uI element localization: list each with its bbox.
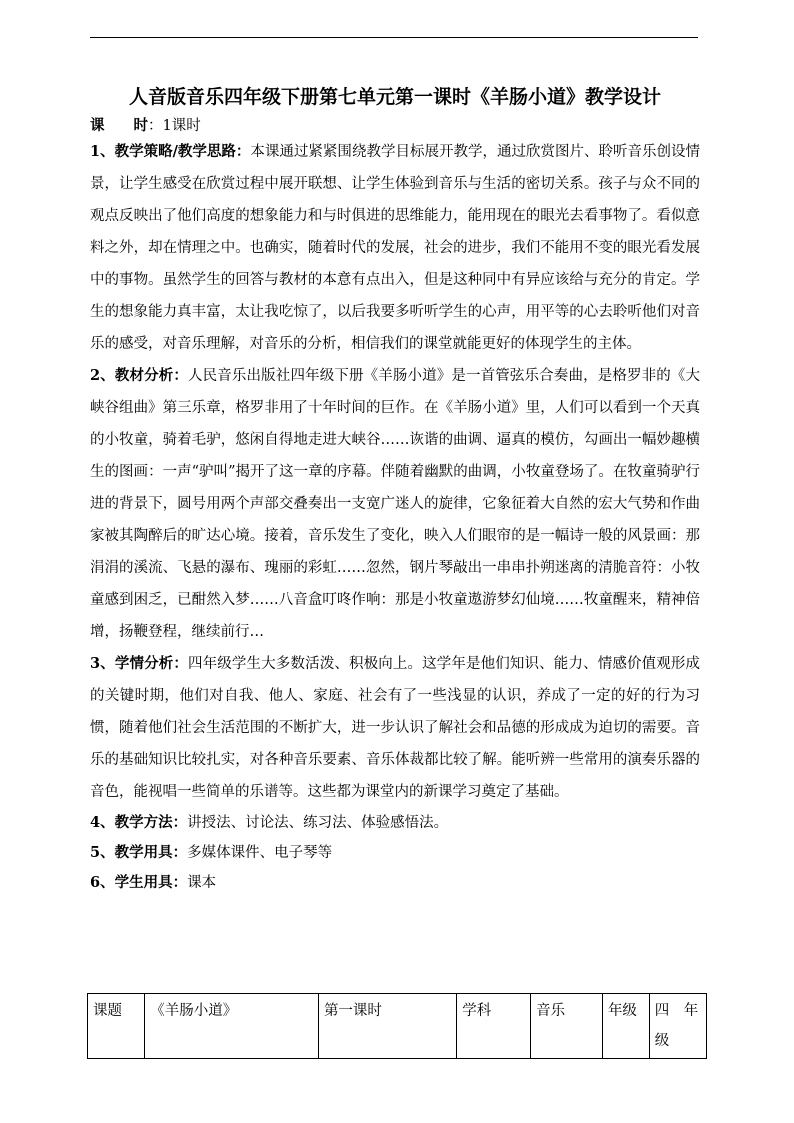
class-hours-value: ：1课时 [148, 118, 201, 134]
section-heading: 5、教学用具： [90, 844, 188, 861]
section-text: 讲授法、讨论法、练习法、体验感悟法。 [187, 815, 449, 831]
section-text: 多媒体课件、电子琴等 [187, 845, 333, 861]
section-heading: 1、教学策略/教学思路： [90, 143, 251, 160]
section-text: 人民音乐出版社四年级下册《羊肠小道》是一首管弦乐合奏曲，是格罗非的《大峡谷组曲》第三乐章，格罗非用了十年时间的巨作。在《羊肠小道》里，人们可以看到一个天真的小牧童，骑着毛驴，悠闲自得地走进大峡谷……诙谐的曲调、逼真的模仿，勾画出一幅妙趣横生的图画：一声“驴叫”揭开了这一章的序幕。伴随着幽默的曲调，小牧童登场了。在牧童骑驴行进的背景下，圆号用两个声部交叠奏出一支宽广迷人的旋律，它象征着大自然的宏大气势和作曲家被其陶醉后的旷达心境。接着，音乐发生了变化，映入人们眼帘的是一幅诗一般的风景画：那涓涓的溪流、飞悬的瀑布、瑰丽的彩虹……忽然，钢片琴敲出一串串扑朔迷离的清脆音符：小牧童感到困乏，已酣然入梦……八音盒叮咚作响：那是小牧童遨游梦幻仙境……牧童醒来，精神倍增，扬鞭登程，继续前行… [90, 368, 700, 640]
table-cell-subject-label: 学科 [457, 994, 531, 1059]
section-student-analysis [90, 648, 700, 808]
table-cell-grade: 四 年级 [649, 994, 706, 1059]
table-cell-period: 第一课时 [318, 994, 456, 1059]
document-title: 人音版音乐四年级下册第七单元第一课时《羊肠小道》教学设计 [128, 86, 661, 108]
section-material-analysis [90, 360, 700, 648]
section-student-tools [90, 868, 700, 898]
section-text: 四年级学生大多数活泼、积极向上。这学年是他们知识、能力、情感价值观形成的关键时期，他们对自我、他人、家庭、社会有了一些浅显的认识，养成了一定的好的行为习惯，随着他们社会生活范围的不断扩大，进一步认识了解社会和品德的形成成为迫切的需要。音乐的基础知识比较扎实，对各种音乐要素、音乐体裁都比较了解。能听辨一些常用的演奏乐器的音色，能视唱一些简单的乐谱等。这些都为课堂内的新课学习奠定了基础。 [90, 656, 700, 800]
table-cell-subject: 音乐 [531, 994, 603, 1059]
class-hours-label: 课 时 [90, 117, 148, 134]
header-rule [90, 37, 698, 38]
section-heading: 2、教材分析： [90, 367, 189, 384]
table-cell-topic-label: 课题 [88, 994, 145, 1059]
document-body [90, 82, 700, 898]
section-heading: 4、教学方法： [90, 814, 188, 831]
section-heading: 6、学生用具： [90, 874, 188, 891]
table-row [88, 994, 707, 1059]
table-cell-topic: 《羊肠小道》 [145, 994, 319, 1059]
section-text: 课本 [187, 875, 217, 891]
section-teaching-tools [90, 838, 700, 868]
section-text: 本课通过紧紧围绕教学目标展开教学，通过欣赏图片、聆听音乐创设情景，让学生感受在欣赏过程中展开联想、让学生体验到音乐与生活的密切关系。孩子与众不同的观点反映出了他们高度的想象能力和与时俱进的思维能力，能用现在的眼光去看事物了。看似意料之外，却在情理之中。也确实，随着时代的发展，社会的进步，我们不能用不变的眼光看发展中的事物。虽然学生的回答与教材的本意有点出入，但是这种同中有异应该给与充分的肯定。学生的想象能力真丰富，太让我吃惊了，以后我要多听听学生的心声，用平等的心去聆听他们对音乐的感受，对音乐理解，对音乐的分析，相信我们的课堂就能更好的体现学生的主体。 [90, 144, 700, 352]
lesson-info-table [87, 993, 707, 1059]
section-strategy [90, 136, 700, 360]
section-heading: 3、学情分析： [90, 655, 189, 672]
class-hours [90, 116, 700, 136]
table-cell-grade-label: 年级 [602, 994, 649, 1059]
section-teaching-methods [90, 808, 700, 838]
